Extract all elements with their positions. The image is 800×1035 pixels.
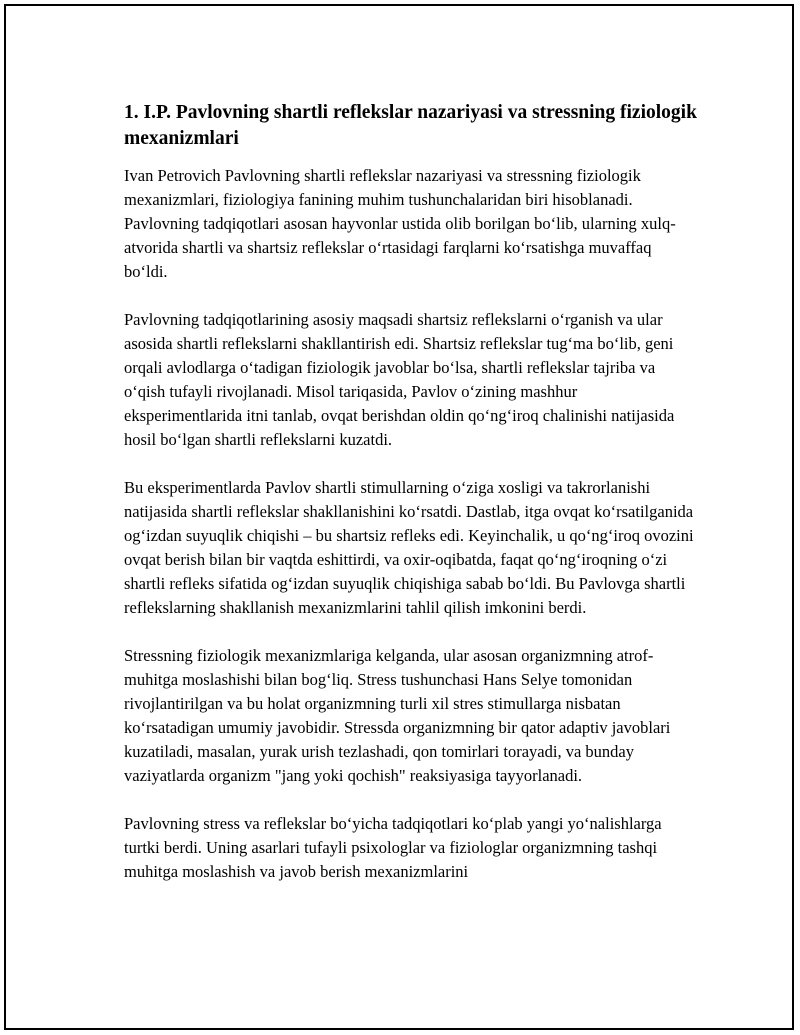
paragraph-2: Pavlovning tadqiqotlarining asosiy maqsadi shartsiz reflekslarni oʻrganish va ular asosida shartli reflekslarni shakllantirish edi. Shartsiz reflekslar tugʻma boʻlib, geni orqali avlodlarga oʻtadigan fiziologik javoblar boʻlsa, shartli reflekslar tajriba va oʻqish tufayli rivojlanadi. Misol tariqasida, Pavlov oʻzining mashhur eksperimentlarida itni tanlab, ovqat berishdan oldin qoʻngʻiroq chalinishi natijasida hosil boʻlgan shartli reflekslarni kuzatdi. [124,310,675,449]
paragraph-1: Ivan Petrovich Pavlovning shartli reflekslar nazariyasi va stressning fiziologik mexanizmlari, fiziologiya fanining muhim tushunchalaridan biri hisoblanadi. Pavlovning tadqiqotlari asosan hayvonlar ustida olib borilgan boʻlib, ularning xulq-atvorida shartli va shartsiz reflekslar oʻrtasidagi farqlarni koʻrsatishga muvaffaq boʻldi. [124,166,676,281]
page-frame [4,4,794,1030]
paragraph-4: Stressning fiziologik mexanizmlariga kelganda, ular asosan organizmning atrof-muhitga moslashishi bilan bogʻliq. Stress tushunchasi Hans Selye tomonidan rivojlantirilgan va bu holat organizmning turli xil stres stimullarga nisbatan koʻrsatadigan umumiy javobidir. Stressda organizmning bir qator adaptiv javoblari kuzatiladi, masalan, yurak urish tezlashadi, qon tomirlari torayadi, va bunday vaziyatlarda organizm "jang yoki qochish" reaksiyasiga tayyorlanadi. [124,646,671,785]
document-body [124,100,699,908]
document-title: 1. I.P. Pavlovning shartli reflekslar nazariyasi va stressning fiziologik mexanizmlari [124,102,697,149]
paragraph-5: Pavlovning stress va reflekslar boʻyicha tadqiqotlari koʻplab yangi yoʻnalishlarga turtki berdi. Uning asarlari tufayli psixologlar va fiziologlar organizmning tashqi muhitga moslashish va javob berish mexanizmlarini [124,814,662,881]
paragraph-3: Bu eksperimentlarda Pavlov shartli stimullarning oʻziga xosligi va takrorlanishi natijasida shartli reflekslar shakllanishini koʻrsatdi. Dastlab, itga ovqat koʻrsatilganida ogʻizdan suyuqlik chiqishi – bu shartsiz refleks edi. Keyinchalik, u qoʻngʻiroq ovozini ovqat berish bilan bir vaqtda eshittirdi, va oxir-oqibatda, faqat qoʻngʻiroqning oʻzi shartli refleks sifatida ogʻizdan suyuqlik chiqishiga sabab boʻldi. Bu Pavlovga shartli reflekslarning shakllanish mexanizmlarini tahlil qilish imkonini berdi. [124,478,694,617]
